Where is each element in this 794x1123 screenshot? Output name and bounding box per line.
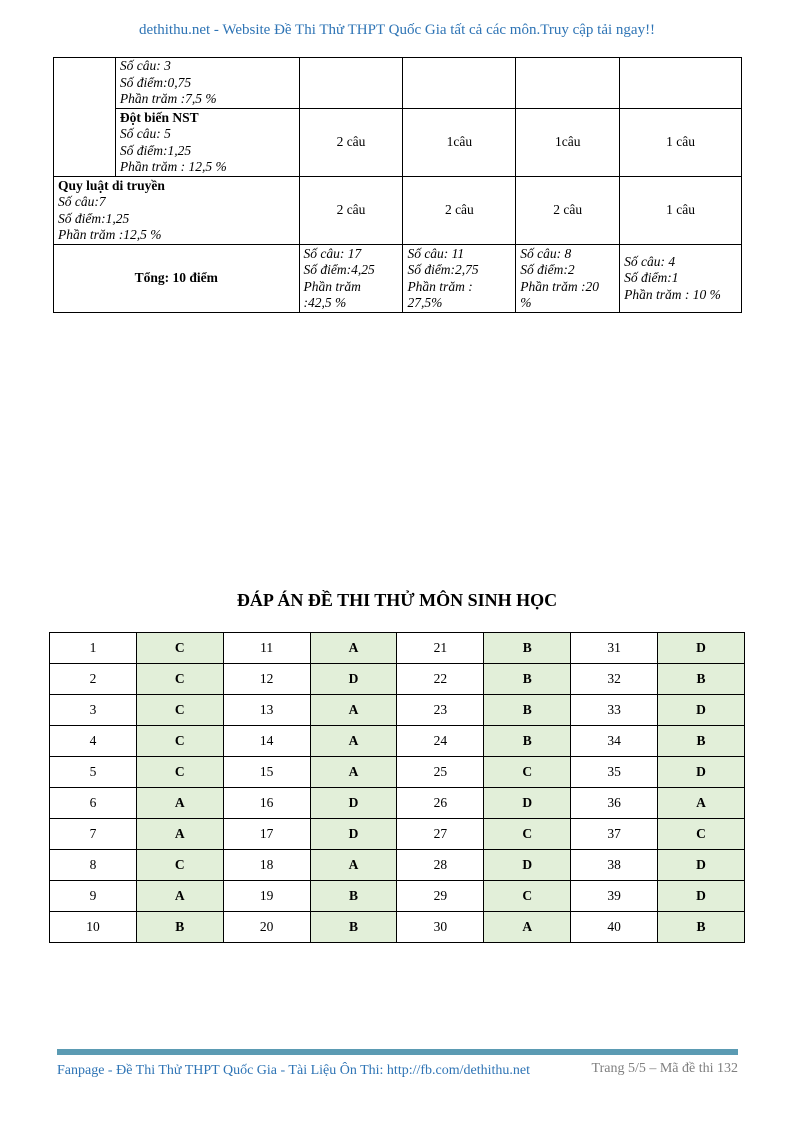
answer-letter: B xyxy=(310,881,397,912)
question-number: 1 xyxy=(50,633,137,664)
phan-tram-text: Phần trăm :20 xyxy=(520,278,600,294)
matrix-topic-cell xyxy=(54,177,300,245)
question-number: 15 xyxy=(223,757,310,788)
question-number: 5 xyxy=(50,757,137,788)
question-number: 36 xyxy=(571,788,658,819)
answer-letter: C xyxy=(136,633,223,664)
answer-row xyxy=(50,912,745,943)
answer-letter: D xyxy=(658,850,745,881)
answer-letter: B xyxy=(484,633,571,664)
answer-row xyxy=(50,850,745,881)
matrix-empty-cell xyxy=(54,58,116,177)
footer-bar xyxy=(57,1049,738,1055)
matrix-table xyxy=(53,57,742,313)
answer-letter: B xyxy=(310,912,397,943)
answer-letter: D xyxy=(484,788,571,819)
matrix-topic-cell xyxy=(115,109,299,177)
question-number: 32 xyxy=(571,664,658,695)
answer-letter: B xyxy=(658,912,745,943)
phan-tram-text: Phần trăm :7,5 % xyxy=(119,91,217,107)
so-diem-text: Số điểm:1,25 xyxy=(58,210,130,226)
question-number: 23 xyxy=(397,695,484,726)
answer-letter: A xyxy=(310,850,397,881)
question-number: 18 xyxy=(223,850,310,881)
question-number: 12 xyxy=(223,664,310,695)
matrix-cell xyxy=(516,58,620,109)
answer-row xyxy=(50,664,745,695)
phan-tram-value: 27,5% xyxy=(407,295,443,310)
answer-row xyxy=(50,881,745,912)
phan-tram-text: Phần trăm xyxy=(303,278,361,294)
question-number: 8 xyxy=(50,850,137,881)
matrix-cell: 2 câu xyxy=(299,177,403,245)
matrix-row-2 xyxy=(54,109,742,177)
so-diem-text: Số điểm:2,75 xyxy=(407,262,479,277)
answer-letter: A xyxy=(136,788,223,819)
answer-letter: A xyxy=(136,819,223,850)
question-number: 4 xyxy=(50,726,137,757)
matrix-row-3 xyxy=(54,177,742,245)
answer-row xyxy=(50,633,745,664)
answer-letter: C xyxy=(136,726,223,757)
matrix-cell: 1câu xyxy=(403,109,516,177)
so-cau-text: Số câu:7 xyxy=(58,194,106,209)
answer-letter: C xyxy=(136,757,223,788)
matrix-cell: 1 câu xyxy=(620,109,742,177)
answer-row xyxy=(50,788,745,819)
so-diem-text: Số điểm:2 xyxy=(520,262,575,277)
phan-tram-text: Phần trăm : 12,5 % xyxy=(119,159,227,174)
question-number: 10 xyxy=(50,912,137,943)
answer-key-table xyxy=(49,632,745,943)
question-number: 14 xyxy=(223,726,310,757)
footer-fanpage-link[interactable]: Fanpage - Đề Thi Thử THPT Quốc Gia - Tài Liệu Ôn Thi: http://fb.com/dethithu.net xyxy=(57,1063,531,1078)
answer-letter: A xyxy=(310,695,397,726)
answer-letter: C xyxy=(658,819,745,850)
question-number: 19 xyxy=(223,881,310,912)
question-number: 35 xyxy=(571,757,658,788)
total-label: Tổng: 10 điểm xyxy=(54,245,300,313)
matrix-cell: 2 câu xyxy=(516,177,620,245)
total-col-1 xyxy=(299,245,403,313)
header-link[interactable]: dethithu.net - Website Đề Thi Thử THPT Quốc Gia tất cả các môn.Truy cập tải ngay!! xyxy=(138,22,656,38)
so-diem-text: Số điểm:1,25 xyxy=(119,142,192,158)
answer-letter: B xyxy=(484,664,571,695)
question-number: 26 xyxy=(397,788,484,819)
answer-letter: A xyxy=(310,757,397,788)
answer-letter: C xyxy=(136,695,223,726)
matrix-cell xyxy=(299,58,403,109)
answer-letter: D xyxy=(658,695,745,726)
topic-title: Đột biến NST xyxy=(119,109,199,125)
question-number: 27 xyxy=(397,819,484,850)
question-number: 22 xyxy=(397,664,484,695)
answer-letter: D xyxy=(658,881,745,912)
question-number: 11 xyxy=(223,633,310,664)
answer-letter: D xyxy=(658,757,745,788)
answer-letter: C xyxy=(484,757,571,788)
question-number: 16 xyxy=(223,788,310,819)
total-col-4 xyxy=(620,245,742,313)
answer-row xyxy=(50,695,745,726)
total-col-2 xyxy=(403,245,516,313)
question-number: 9 xyxy=(50,881,137,912)
total-col-3 xyxy=(516,245,620,313)
question-number: 28 xyxy=(397,850,484,881)
so-cau-text: Số câu: 4 xyxy=(624,253,676,269)
answer-letter: D xyxy=(310,788,397,819)
phan-tram-text: Phần trăm : 10 % xyxy=(624,286,721,302)
question-number: 20 xyxy=(223,912,310,943)
answer-row xyxy=(50,726,745,757)
question-number: 13 xyxy=(223,695,310,726)
question-number: 34 xyxy=(571,726,658,757)
question-number: 38 xyxy=(571,850,658,881)
question-number: 37 xyxy=(571,819,658,850)
answer-letter: A xyxy=(310,633,397,664)
so-cau-text: Số câu: 5 xyxy=(119,126,171,141)
answer-letter: B xyxy=(136,912,223,943)
answer-letter: C xyxy=(484,819,571,850)
so-cau-text: Số câu: 3 xyxy=(119,58,171,74)
question-number: 29 xyxy=(397,881,484,912)
answer-letter: B xyxy=(484,726,571,757)
answer-letter: D xyxy=(310,819,397,850)
matrix-cell: 1câu xyxy=(516,109,620,177)
so-diem-text: Số điểm:0,75 xyxy=(119,74,192,90)
question-number: 31 xyxy=(571,633,658,664)
matrix-cell xyxy=(620,58,742,109)
matrix-cell xyxy=(403,58,516,109)
question-number: 2 xyxy=(50,664,137,695)
answer-letter: C xyxy=(136,664,223,695)
matrix-topic-cell xyxy=(115,58,299,109)
question-number: 6 xyxy=(50,788,137,819)
answer-letter: B xyxy=(484,695,571,726)
answer-letter: D xyxy=(484,850,571,881)
phan-tram-text: Phần trăm : xyxy=(407,278,473,294)
answer-letter: D xyxy=(658,633,745,664)
question-number: 24 xyxy=(397,726,484,757)
so-diem-text: Số điểm:1 xyxy=(624,270,679,286)
answer-letter: A xyxy=(310,726,397,757)
question-number: 17 xyxy=(223,819,310,850)
so-diem-text: Số điểm:4,25 xyxy=(303,262,375,277)
answer-letter: B xyxy=(658,664,745,695)
matrix-cell: 2 câu xyxy=(403,177,516,245)
matrix-row-1 xyxy=(54,58,742,109)
topic-title: Quy luật di truyền xyxy=(58,177,165,193)
question-number: 39 xyxy=(571,881,658,912)
answer-letter: B xyxy=(658,726,745,757)
matrix-cell: 1 câu xyxy=(620,177,742,245)
question-number: 40 xyxy=(571,912,658,943)
phan-tram-value: :42,5 % xyxy=(303,295,347,310)
answer-key-title: ĐÁP ÁN ĐỀ THI THỬ MÔN SINH HỌC xyxy=(236,590,558,610)
matrix-total-row xyxy=(54,245,742,313)
phan-tram-text: Phần trăm :12,5 % xyxy=(58,227,162,242)
question-number: 25 xyxy=(397,757,484,788)
question-number: 30 xyxy=(397,912,484,943)
question-number: 3 xyxy=(50,695,137,726)
so-cau-text: Số câu: 17 xyxy=(303,245,362,261)
answer-letter: A xyxy=(484,912,571,943)
answer-letter: C xyxy=(484,881,571,912)
answer-row xyxy=(50,757,745,788)
so-cau-text: Số câu: 8 xyxy=(520,245,572,261)
answer-letter: A xyxy=(136,881,223,912)
so-cau-text: Số câu: 11 xyxy=(407,245,465,261)
question-number: 7 xyxy=(50,819,137,850)
answer-row xyxy=(50,819,745,850)
answer-letter: D xyxy=(310,664,397,695)
footer-page-info: Trang 5/5 – Mã đề thi 132 xyxy=(591,1061,738,1076)
matrix-cell: 2 câu xyxy=(299,109,403,177)
phan-tram-value: % xyxy=(520,295,532,310)
answer-letter: C xyxy=(136,850,223,881)
answer-letter: A xyxy=(658,788,745,819)
question-number: 33 xyxy=(571,695,658,726)
question-number: 21 xyxy=(397,633,484,664)
